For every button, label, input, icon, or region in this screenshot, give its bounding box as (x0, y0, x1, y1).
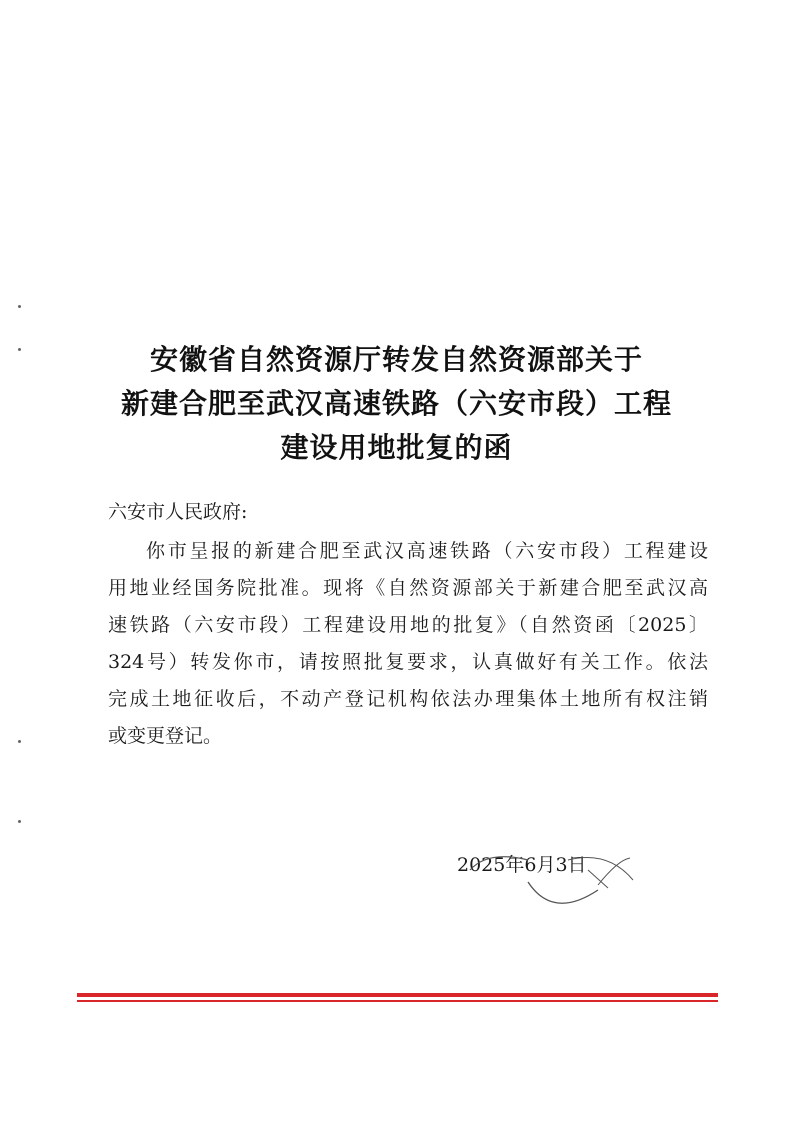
title-line: 建设用地批复的函 (280, 431, 513, 464)
red-divider-thick (77, 993, 718, 997)
body-line: 324号）转发你市，请按照批复要求，认真做好有关工作。依法 (108, 651, 708, 673)
issue-date: 2025年6月3日 (457, 854, 587, 876)
title-line: 新建合肥至武汉高速铁路（六安市段）工程 (120, 387, 672, 420)
scan-dot (18, 740, 21, 743)
document-title (0, 338, 793, 470)
scan-dot (18, 305, 21, 308)
salutation: 六安市人民政府: (108, 501, 248, 523)
body-line: 或变更登记。 (108, 725, 223, 747)
body-line: 速铁路（六安市段）工程建设用地的批复》（自然资函〔2025〕 (108, 614, 708, 636)
title-line: 安徽省自然资源厅转发自然资源部关于 (149, 343, 643, 376)
body-line: 完成土地征收后，不动产登记机构依法办理集体土地所有权注销 (108, 688, 708, 710)
body-paragraph (108, 533, 708, 755)
scan-dot (18, 820, 21, 823)
red-divider-thin (77, 1000, 718, 1002)
body-line: 用地业经国务院批准。现将《自然资源部关于新建合肥至武汉高 (108, 577, 708, 599)
seal-stamp-icon (468, 830, 638, 950)
body-line: 你市呈报的新建合肥至武汉高速铁路（六安市段）工程建设 (146, 540, 708, 562)
